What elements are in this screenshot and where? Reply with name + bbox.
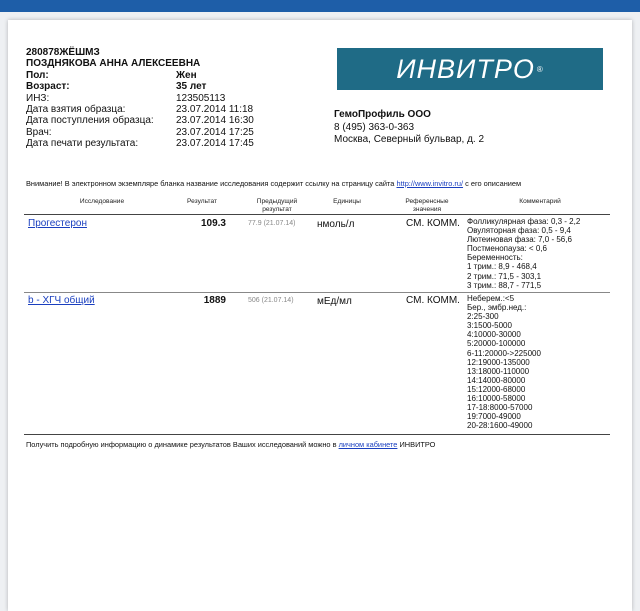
field-value: 23.07.2014 17:45 (176, 138, 254, 150)
previous-result: 506 (21.07.14) (248, 297, 294, 304)
field-value: 123505113 (176, 92, 226, 104)
field-sex (26, 70, 296, 81)
footer-text-end: ИНВИТРО (399, 440, 436, 449)
reference-values: СМ. КОММ. (406, 218, 460, 229)
field-doctor (26, 127, 296, 138)
comment-line: 3 трим.: 88,7 - 771,5 (467, 280, 542, 290)
comment-line: 20-28:1600-49000 (467, 421, 533, 431)
test-link-hcg[interactable]: b - ХГЧ общий (28, 295, 95, 306)
comment-line: Неберем.:<5 (467, 294, 515, 303)
comment-line: Овуляторная фаза: 0,5 - 9,4 (467, 226, 571, 236)
comment-line: 15:12000-68000 (467, 384, 526, 394)
comment-line: Постменопауза: < 0,6 (467, 244, 547, 254)
comment-line: 16:10000-58000 (467, 394, 526, 404)
comment-block (467, 294, 541, 430)
field-value: 23.07.2014 17:25 (176, 126, 254, 138)
unit: нмоль/л (317, 219, 355, 230)
comment-block (467, 217, 580, 290)
comment-line: 5:20000-100000 (467, 339, 526, 349)
col-header-prev (245, 198, 309, 214)
field-sample-date (26, 104, 296, 115)
comment-line: 2:25-300 (467, 312, 499, 322)
comment-line: 13:18000-110000 (467, 366, 530, 376)
field-label: Пол: (26, 69, 49, 81)
invitro-logo (337, 48, 603, 90)
comment-line: Беременность: (467, 253, 523, 263)
comment-line: Фолликулярная фаза: 0,3 - 2,2 (467, 217, 581, 226)
col-header-ref-line2: значения (412, 206, 442, 213)
comment-line: Бер., эмбр.нед.: (467, 303, 527, 313)
col-header-result: Результат (187, 198, 217, 205)
field-label: Врач: (26, 126, 52, 138)
unit: мЕд/мл (317, 296, 352, 307)
personal-cabinet-link[interactable]: личном кабинете (338, 440, 398, 449)
reference-values: СМ. КОММ. (406, 295, 460, 306)
top-bar (0, 0, 640, 12)
comment-line: 2 трим.: 71,5 - 303,1 (467, 271, 542, 281)
col-header-unit: Единицы (333, 198, 361, 205)
comment-line: 4:10000-30000 (467, 330, 521, 340)
comment-line: 3:1500-5000 (467, 321, 512, 331)
table-bottom-divider (24, 434, 610, 435)
comment-line: 12:19000-135000 (467, 357, 530, 367)
field-value: Жен (176, 69, 197, 81)
field-value: 23.07.2014 16:30 (176, 115, 254, 127)
lab-info (334, 109, 484, 147)
field-value: 35 лет (176, 81, 207, 93)
invitro-site-link[interactable]: http://www.invitro.ru/ (396, 179, 464, 188)
comment-line: 1 трим.: 8,9 - 468,4 (467, 262, 537, 272)
comment-line: 19:7000-49000 (467, 412, 521, 422)
lab-phone: 8 (495) 363-0-363 (334, 121, 415, 133)
field-label: Возраст: (26, 81, 70, 93)
lab-address: Москва, Северный бульвар, д. 2 (334, 134, 485, 145)
field-label: ИНЗ: (26, 92, 50, 104)
col-header-prev-line2: результат (262, 206, 292, 213)
result-value: 1889 (203, 295, 226, 306)
warning-note (26, 179, 626, 188)
comment-line: Лютеиновая фаза: 7,0 - 56,6 (467, 235, 572, 245)
comment-line: 14:14000-80000 (467, 375, 526, 385)
field-label: Дата поступления образца: (26, 115, 154, 127)
footer-text: Получить подробную информацию о динамике результатов Ваших исследований можно в (26, 440, 337, 449)
patient-code: 280878ЖЁШМЗ (26, 47, 100, 58)
col-header-test: Исследование (79, 198, 125, 205)
field-print-date (26, 138, 296, 149)
lab-name: ГемоПрофиль ООО (334, 109, 431, 120)
col-header-ref-line1: Референсные (405, 198, 449, 205)
field-value: 23.07.2014 11:18 (176, 104, 254, 116)
field-label: Дата взятия образца: (26, 104, 126, 116)
col-header-ref (395, 198, 459, 214)
logo-text: ИНВИТРО (396, 53, 535, 84)
col-header-prev-line1: Предыдущий (256, 198, 298, 205)
registered-mark: ® (536, 64, 544, 74)
warning-text: Внимание! В электронном экземпляре бланка название исследования содержит ссылку на страницу сайта (26, 179, 395, 188)
comment-line: 6-11:20000->225000 (467, 348, 541, 358)
patient-name: ПОЗДНЯКОВА АННА АЛЕКСЕЕВНА (26, 58, 201, 70)
header-divider (24, 214, 610, 215)
test-link-progesterone[interactable]: Прогестерон (28, 218, 87, 229)
footer-note (26, 440, 435, 449)
row-divider (24, 292, 610, 293)
field-label: Дата печати результата: (26, 138, 139, 150)
previous-result: 77.9 (21.07.14) (248, 220, 296, 227)
result-value: 109.3 (200, 218, 226, 229)
field-age (26, 81, 296, 92)
comment-line: 17-18:8000-57000 (467, 403, 533, 413)
col-header-comment: Комментарий (519, 198, 561, 205)
warning-text-end: с его описанием (465, 179, 522, 188)
field-inz (26, 93, 296, 104)
field-received-date (26, 115, 296, 126)
patient-info (26, 47, 296, 150)
